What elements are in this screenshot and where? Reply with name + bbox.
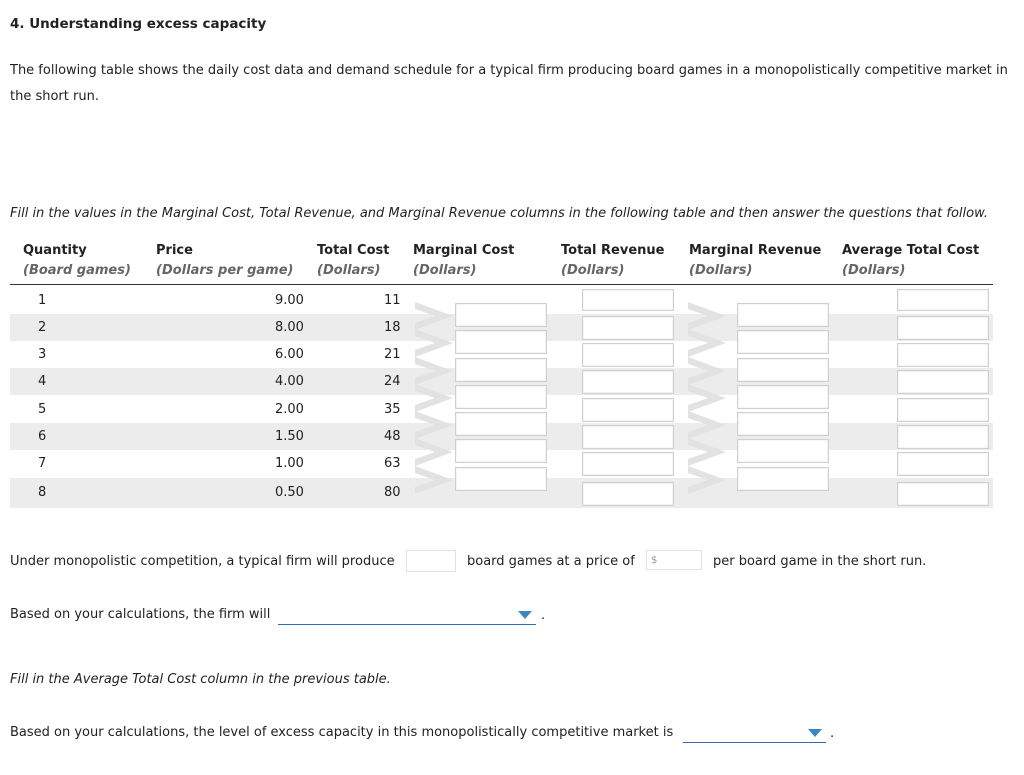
total-revenue-input[interactable]: [582, 452, 674, 476]
quantity-cell: 8: [38, 485, 47, 500]
question-title: 4. Understanding excess capacity: [10, 16, 267, 32]
marginal-revenue-input[interactable]: [737, 412, 829, 436]
price-cell: 8.00: [275, 320, 304, 335]
q1-text-middle: board games at a price of: [467, 554, 635, 569]
chevron-right-icon: [413, 411, 457, 439]
chevron-right-icon: [413, 438, 457, 466]
price-cell: 0.50: [275, 485, 304, 500]
header-quantity: Quantity (Board games): [23, 243, 131, 278]
chevron-right-icon: [413, 329, 457, 357]
marginal-revenue-input[interactable]: [737, 385, 829, 409]
marginal-cost-input[interactable]: [455, 412, 547, 436]
q3-text: Based on your calculations, the level of excess capacity in this monopolistically competitive market is: [10, 725, 674, 740]
quantity-cell: 3: [38, 347, 47, 362]
q2-period: .: [541, 608, 546, 623]
q1-text-after: per board game in the short run.: [713, 554, 927, 569]
total-cost-cell: 11: [384, 293, 401, 308]
total-revenue-input[interactable]: [582, 370, 674, 394]
chevron-right-icon: [686, 384, 730, 412]
quantity-cell: 2: [38, 320, 47, 335]
marginal-cost-input[interactable]: [455, 358, 547, 382]
quantity-cell: 7: [38, 456, 47, 471]
total-cost-cell: 35: [384, 402, 401, 417]
total-cost-cell: 18: [384, 320, 401, 335]
chevron-right-icon: [413, 357, 457, 385]
marginal-revenue-input[interactable]: [737, 358, 829, 382]
quantity-cell: 5: [38, 402, 47, 417]
header-price: Price (Dollars per game): [156, 243, 294, 278]
quantity-cell: 1: [38, 293, 47, 308]
total-revenue-input[interactable]: [582, 425, 674, 449]
total-cost-cell: 48: [384, 429, 401, 444]
intro-text: The following table shows the daily cost data and demand schedule for a typical firm producing board games in a monopolistically competitive market in the short run.: [10, 63, 1008, 104]
q1-text-before: Under monopolistic competition, a typical firm will produce: [10, 554, 395, 569]
header-divider: [10, 284, 993, 285]
chevron-right-icon: [686, 438, 730, 466]
chevron-right-icon: [686, 357, 730, 385]
price-cell: 6.00: [275, 347, 304, 362]
chevron-right-icon: [686, 466, 730, 494]
chevron-right-icon: [413, 384, 457, 412]
header-total-revenue: Total Revenue (Dollars): [561, 243, 665, 278]
total-cost-cell: 21: [384, 347, 401, 362]
total-revenue-input[interactable]: [582, 316, 674, 340]
excess-capacity-dropdown[interactable]: [683, 720, 826, 743]
instruction-ave-total-cost: Fill in the Average Total Cost column in the previous table.: [10, 672, 391, 687]
dropdown-arrow-icon: [808, 729, 822, 737]
price-cell: 1.00: [275, 456, 304, 471]
marginal-cost-input[interactable]: [455, 385, 547, 409]
firm-outcome-dropdown[interactable]: [278, 602, 536, 625]
cost-revenue-table: [10, 241, 995, 509]
chevron-right-icon: [686, 302, 730, 330]
total-cost-cell: 63: [384, 456, 401, 471]
total-revenue-input[interactable]: [582, 343, 674, 367]
marginal-cost-input[interactable]: [455, 303, 547, 327]
average-total-cost-input[interactable]: [897, 370, 989, 394]
price-cell: 1.50: [275, 429, 304, 444]
average-total-cost-input[interactable]: [897, 343, 989, 367]
chevron-right-icon: [413, 302, 457, 330]
instruction-text: Fill in the values in the Marginal Cost, Total Revenue, and Marginal Revenue columns in the following table and then answer the questions that follow.: [10, 206, 989, 221]
quantity-cell: 4: [38, 374, 47, 389]
marginal-revenue-input[interactable]: [737, 439, 829, 463]
price-cell: 4.00: [275, 374, 304, 389]
header-marginal-cost: Marginal Cost (Dollars): [413, 243, 515, 278]
q2-text: Based on your calculations, the firm will: [10, 607, 271, 622]
dropdown-arrow-icon: [518, 611, 532, 619]
marginal-cost-input[interactable]: [455, 330, 547, 354]
header-marginal-revenue: Marginal Revenue (Dollars): [689, 243, 822, 278]
total-revenue-input[interactable]: [582, 398, 674, 422]
price-cell: 2.00: [275, 402, 304, 417]
quantity-cell: 6: [38, 429, 47, 444]
marginal-revenue-input[interactable]: [737, 330, 829, 354]
price-cell: 9.00: [275, 293, 304, 308]
marginal-cost-input[interactable]: [455, 439, 547, 463]
price-answer-input[interactable]: [646, 550, 702, 570]
total-cost-cell: 80: [384, 485, 401, 500]
total-revenue-input[interactable]: [582, 289, 674, 311]
quantity-answer-input[interactable]: [406, 550, 456, 572]
q3-period: .: [830, 726, 835, 741]
average-total-cost-input[interactable]: [897, 482, 989, 506]
marginal-revenue-input[interactable]: [737, 303, 829, 327]
header-total-cost: Total Cost (Dollars): [317, 243, 390, 278]
chevron-right-icon: [686, 411, 730, 439]
total-revenue-input[interactable]: [582, 482, 674, 506]
chevron-right-icon: [413, 466, 457, 494]
average-total-cost-input[interactable]: [897, 425, 989, 449]
chevron-right-icon: [686, 329, 730, 357]
total-cost-cell: 24: [384, 374, 401, 389]
marginal-revenue-input[interactable]: [737, 467, 829, 491]
header-average-total-cost: Average Total Cost (Dollars): [842, 243, 980, 278]
average-total-cost-input[interactable]: [897, 289, 989, 311]
marginal-cost-input[interactable]: [455, 467, 547, 491]
average-total-cost-input[interactable]: [897, 316, 989, 340]
dollar-sign: $: [651, 555, 658, 566]
average-total-cost-input[interactable]: [897, 452, 989, 476]
average-total-cost-input[interactable]: [897, 398, 989, 422]
